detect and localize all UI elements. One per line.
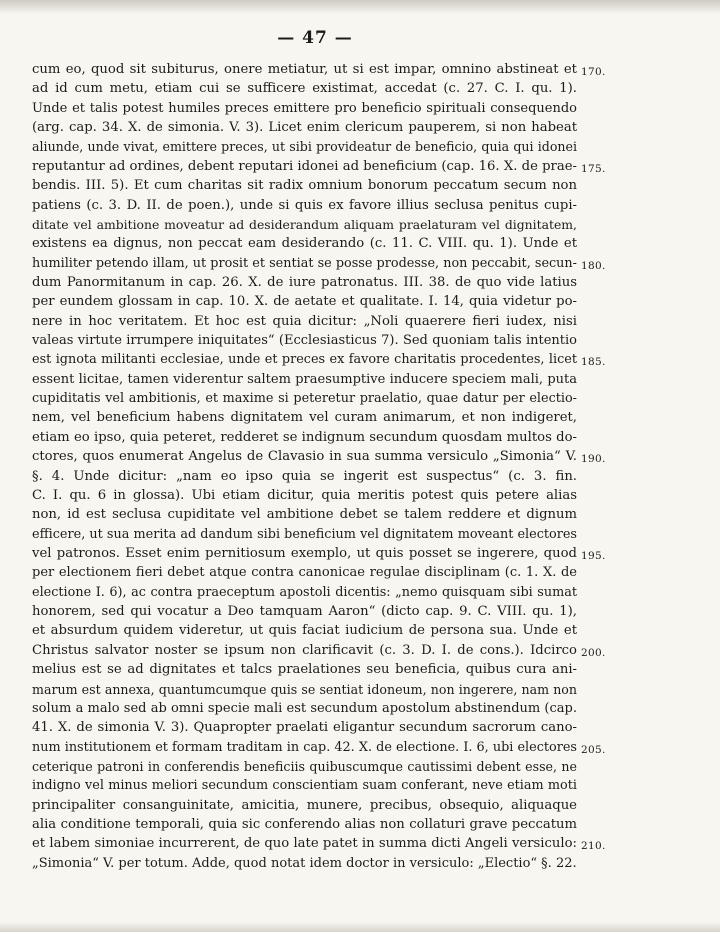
line-number: 210.: [581, 840, 606, 853]
text-line: [32, 118, 577, 137]
text-line: [32, 79, 577, 98]
line-text: (arg. cap. 34. X. de simonia. V. 3). Licet enim clericum pauperem, si non habeat: [32, 120, 577, 136]
line-number: 190.: [581, 453, 606, 466]
text-line: [32, 757, 577, 776]
line-text: §. 4. Unde dicitur: „nam eo ipso quia se ingerit est suspectus“ (c. 3. fin.: [32, 468, 577, 484]
line-text: efficere, ut sua merita ad dandum sibi beneficium vel dignitatem moveant electores: [32, 526, 577, 542]
line-number: 205.: [581, 743, 606, 756]
text-line: [32, 389, 577, 408]
text-line: [32, 796, 577, 815]
page-number: — 47 —: [277, 28, 353, 48]
text-line: [32, 215, 577, 234]
text-line: [32, 370, 577, 389]
line-number: 175.: [581, 162, 606, 175]
text-line: [32, 292, 577, 311]
line-number: 200.: [581, 646, 606, 659]
line-text: reputantur ad ordines, debent reputari idonei ad beneficium (cap. 16. X. de prae-: [32, 158, 577, 174]
text-line: [32, 234, 577, 253]
text-line: [32, 583, 577, 602]
line-text: etiam eo ipso, quia peteret, redderet se indignum secundum quosdam multos do-: [32, 429, 577, 445]
text-line: [32, 815, 577, 834]
line-text: honorem, sed qui vocatur a Deo tamquam Aaron“ (dicto cap. 9. C. VIII. qu. 1),: [32, 604, 577, 620]
line-text: ceterique patroni in conferendis beneficiis quibuscumque cautissimi debent esse, ne: [32, 758, 577, 774]
line-text: nere in hoc veritatem. Et hoc est quia dicitur: „Noli quaerere fieri iudex, nisi: [32, 313, 577, 329]
line-text: patiens (c. 3. D. II. de poen.), unde si quis ex favore illius seclusa penitus cupi-: [32, 197, 577, 213]
text-line: [32, 776, 577, 795]
line-text: ctores, quos enumerat Angelus de Clavasio in sua summa versiculo „Simonia“ V.: [32, 449, 577, 465]
scan-shadow-top: [0, 0, 720, 14]
line-text: marum est annexa, quantumcumque quis se sentiat idoneum, non ingerere, nam non: [32, 681, 577, 697]
line-number: 170.: [581, 66, 606, 78]
line-number: 185.: [581, 356, 606, 369]
line-text: valeas virtute irrumpere iniquitates“ (Ecclesiasticus 7). Sed quoniam talis intentio: [32, 333, 577, 349]
line-text: aliunde, unde vivat, emittere preces, ut sibi provideatur de beneficio, quia qui idonei: [32, 139, 577, 155]
text-line: [32, 660, 577, 679]
text-line: [32, 331, 577, 350]
line-text: bendis. III. 5). Et cum charitas sit radix omnium bonorum peccatum secum non: [32, 178, 577, 194]
text-line: [32, 525, 577, 544]
line-text: ad id cum metu, etiam cui se sufficere existimat, accedat (c. 27. C. I. qu. 1).: [32, 81, 577, 97]
line-text: „Simonia“ V. per totum. Adde, quod notat idem doctor in versiculo: „Electio“ §. 22.: [32, 855, 577, 871]
line-text: essent licitae, tamen viderentur saltem praesumptive inducere speciem mali, puta: [32, 371, 577, 387]
text-line: [32, 312, 577, 331]
text-line: [32, 350, 606, 369]
line-text: est ignota militanti ecclesiae, unde et preces ex favore charitatis procedentes, licet: [32, 352, 577, 368]
text-line: [32, 621, 577, 640]
line-text: indigno vel minus meliori secundum conscientiam suam conferant, neve etiam moti: [32, 778, 577, 794]
line-text: vel patronos. Esset enim pernitiosum exemplo, ut quis posset se ingerere, quod: [32, 545, 577, 561]
text-line: [32, 505, 577, 524]
line-text: electione I. 6), ac contra praeceptum apostoli dicentis: „nemo quisquam sibi sumat: [32, 584, 577, 600]
text-line: [32, 834, 606, 853]
scan-shadow-bottom: [0, 922, 720, 932]
text-line: [32, 273, 577, 292]
text-line: [32, 680, 577, 699]
text-line: [32, 196, 577, 215]
line-text: cum eo, quod sit subiturus, onere metiatur, ut si est impar, omnino abstineat et: [32, 62, 577, 77]
line-text: dum Panormitanum in cap. 26. X. de iure patronatus. III. 38. de quo vide latius: [32, 274, 577, 290]
line-number: 180.: [581, 259, 606, 272]
line-text: humiliter petendo illam, ut prosit et sentiat se posse prodesse, non peccabit, secun-: [32, 255, 577, 271]
text-line: [32, 641, 606, 660]
line-text: solum a malo sed ab omni specie mali est secundum apostolum abstinendum (cap.: [32, 700, 577, 716]
text-line: [32, 254, 606, 273]
text-line: [32, 544, 606, 563]
line-text: C. I. qu. 6 in glossa). Ubi etiam dicitur, quia meritis potest quis petere alias: [32, 487, 577, 503]
text-line: [32, 738, 606, 757]
line-text: melius est se ad dignitates et talcs praelationes seu beneficia, quibus cura ani-: [32, 662, 577, 678]
text-line: [32, 447, 606, 466]
text-line: [32, 563, 577, 582]
text-line: [32, 486, 577, 505]
text-line: [32, 602, 577, 621]
text-line: [32, 467, 577, 486]
text-line: [32, 854, 577, 873]
line-text: non, id est seclusa cupiditate vel ambitione debet se talem reddere et dignum: [32, 507, 577, 523]
line-text: ditate vel ambitione moveatur ad desiderandum aliquam praelaturam vel dignitatem,: [32, 216, 577, 232]
text-line: [32, 176, 577, 195]
line-text: principaliter consanguinitate, amicitia, munere, precibus, obsequio, aliquaque: [32, 797, 577, 813]
text-line: [32, 718, 577, 737]
line-text: Unde et talis potest humiles preces emittere pro beneficio spirituali consequendo: [32, 100, 577, 116]
line-text: 41. X. de simonia V. 3). Quapropter praelati eligantur secundum sacrorum cano-: [32, 720, 577, 736]
line-text: per electionem fieri debet atque contra canonicae regulae disciplinam (c. 1. X. de: [32, 565, 577, 581]
text-line: [32, 99, 577, 118]
line-text: alia conditione temporali, quia sic conferendo alias non collaturi grave peccatum: [32, 817, 577, 833]
line-text: cupiditatis vel ambitionis, et maxime si peteretur praelatio, quae datur per electio-: [32, 391, 577, 407]
text-line: [32, 60, 606, 79]
line-text: existens ea dignus, non peccat eam desiderando (c. 11. C. VIII. qu. 1). Unde et: [32, 236, 577, 252]
text-line: [32, 699, 577, 718]
line-text: Christus salvator noster se ipsum non clarificavit (c. 3. D. I. de cons.). Idcirco: [32, 642, 577, 658]
line-text: nem, vel beneficium habens dignitatem vel curam animarum, et non indigeret,: [32, 410, 577, 426]
text-line: [32, 408, 577, 427]
line-text: per eundem glossam in cap. 10. X. de aetate et qualitate. I. 14, quia videtur po-: [32, 294, 577, 310]
line-text: num institutionem et formam traditam in cap. 42. X. de electione. I. 6, ubi electores: [32, 739, 577, 755]
text-line: [32, 428, 577, 447]
line-number: 195.: [581, 549, 606, 562]
text-line: [32, 157, 606, 176]
line-text: et labem simoniae incurrerent, de quo late patet in summa dicti Angeli versiculo:: [32, 836, 577, 852]
text-line: [32, 137, 577, 156]
body-text: [32, 60, 606, 873]
line-text: et absurdum quidem videretur, ut quis faciat iudicium de persona sua. Unde et: [32, 623, 577, 639]
